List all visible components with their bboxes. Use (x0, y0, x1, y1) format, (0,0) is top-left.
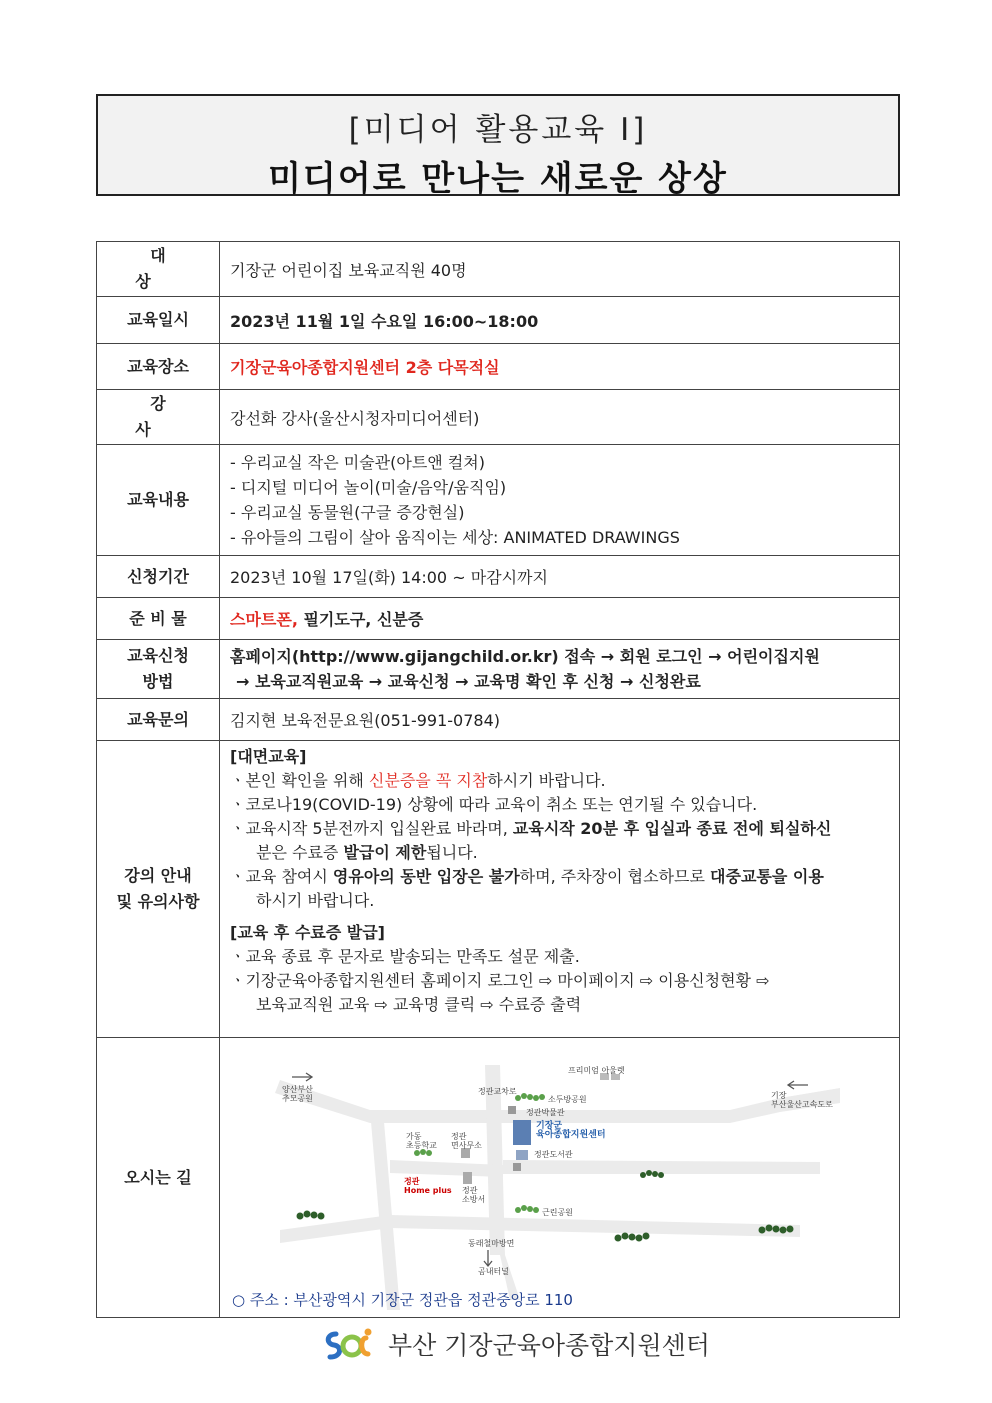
notes-head-2: [교육 후 수료증 발급] (230, 923, 385, 942)
value-directions (220, 1038, 900, 1318)
supplies-rest: 필기도구, 신분증 (297, 610, 424, 629)
value-datetime: 2023년 11월 1일 수요일 16:00~18:00 (220, 297, 900, 344)
value-target: 기장군 어린이집 보육교직원 40명 (220, 242, 900, 297)
apply-line-2: → 보육교직원교육 → 교육신청 → 교육명 확인 후 신청 → 신청완료 (236, 672, 701, 691)
note-4-cont: 하시기 바랍니다. (256, 891, 375, 910)
label-datetime: 교육일시 (97, 297, 220, 344)
map-label-fire-1: 정관 (462, 1185, 478, 1195)
row-notes (97, 741, 900, 1038)
content-item: - 우리교실 작은 미술관(아트앤 컬쳐) (230, 453, 485, 472)
note-m2: ㆍ기장군육아종합지원센터 홈페이지 로그인 ⇨ 마이페이지 ⇨ 이용신청현황 ⇨ (230, 971, 770, 990)
map-label-office-2: 면사무소 (451, 1140, 482, 1150)
map-label-jeonggwan-cross: 정관교차로 (478, 1086, 517, 1096)
road-right-middle (503, 1160, 820, 1174)
note-2: ㆍ코로나19(COVID-19) 상황에 따라 교육이 취소 또는 연기될 수 있습니다. (230, 795, 758, 814)
footer (322, 1322, 710, 1366)
map-label-center-1: 기장군 (536, 1120, 563, 1131)
map-label-library: 정관도서관 (534, 1149, 573, 1159)
map-label-arboretum: 소두방공원 (548, 1094, 587, 1104)
row-target (97, 242, 900, 297)
content-item: - 디지털 미디어 놀이(미술/음악/움직임) (230, 478, 507, 497)
address-text: ○ 주소 : 부산광역시 기장군 정관읍 정관중앙로 110 (232, 1290, 573, 1309)
label-directions: 오시는 길 (97, 1038, 220, 1318)
row-supplies (97, 598, 900, 640)
note-m3: 보육교직원 교육 ⇨ 교육명 클릭 ⇨ 수료증 출력 (256, 995, 582, 1014)
row-period (97, 556, 900, 598)
label-notes: 강의 안내 및 유의사항 (97, 741, 220, 1038)
row-datetime (97, 297, 900, 344)
content-item: - 우리교실 동물원(구글 증강현실) (230, 503, 465, 522)
label-apply: 교육신청 방법 (97, 640, 220, 699)
map-label-highway: 부산울산고속도로 (771, 1099, 833, 1109)
info-table (96, 241, 900, 1318)
title-sub: [미디어 활용교육 Ⅰ] (348, 112, 648, 148)
label-target: 대 상 (97, 242, 220, 297)
value-supplies (220, 598, 900, 640)
title-main: 미디어로 만나는 새로운 상상 (268, 159, 728, 199)
row-instructor (97, 390, 900, 445)
map-label-homeplus-2: Home plus (404, 1185, 452, 1195)
value-apply (220, 640, 900, 699)
label-supplies: 준 비 물 (97, 598, 220, 640)
location-map (220, 1040, 880, 1316)
note-m1: ㆍ교육 종료 후 문자로 발송되는 만족도 설문 제출. (230, 947, 580, 966)
label-place: 교육장소 (97, 344, 220, 390)
center-logo-icon (322, 1324, 378, 1364)
row-inquiry (97, 699, 900, 741)
map-label-park: 근린공원 (542, 1207, 573, 1217)
map-label-gijang: 기장 (771, 1090, 787, 1100)
map-label-office-1: 정관 (451, 1131, 467, 1141)
map-label-school-1: 가동 (406, 1131, 422, 1141)
map-label-museum: 정관박물관 (526, 1107, 565, 1117)
row-place (97, 344, 900, 390)
road-lower (280, 1215, 800, 1243)
value-notes (220, 741, 900, 1038)
label-inquiry: 교육문의 (97, 699, 220, 741)
map-label-school-2: 초등학교 (406, 1140, 437, 1150)
map-label-fire-2: 소방서 (462, 1194, 486, 1204)
map-label-center-2: 육아종합지원센터 (536, 1129, 606, 1140)
value-instructor: 강선화 강사(울산시청자미디어센터) (220, 390, 900, 445)
notes-head-1: [대면교육] (230, 747, 307, 766)
road-left-vertical (370, 1110, 400, 1310)
map-label-tunnel: 곰내터널 (478, 1266, 509, 1276)
note-3: ㆍ교육시작 5분전까지 입실완료 바라며, 교육시작 20분 후 입실과 종료 전에 퇴실하신 (230, 819, 832, 838)
note-4: ㆍ교육 참여시 영유아의 동반 입장은 불가하며, 주차장이 협소하므로 대중교통을 이용 (230, 867, 824, 886)
value-period: 2023년 10월 17일(화) 14:00 ~ 마감시까지 (220, 556, 900, 598)
label-instructor: 강 사 (97, 390, 220, 445)
title-box (96, 94, 900, 199)
map-label-outlet: 프리미엄 아울렛 (568, 1065, 625, 1075)
label-content: 교육내용 (97, 445, 220, 556)
row-directions (97, 1038, 900, 1318)
apply-line-1: 홈페이지(http://www.gijangchild.or.kr) 접속 → 회원 로그인 → 어린이집지원 (230, 647, 820, 666)
note-1: ㆍ본인 확인을 위해 신분증을 꼭 지참하시기 바랍니다. (230, 771, 606, 790)
map-label-yangsan: 양산부산 (282, 1084, 313, 1094)
map-label-memorial: 추모공원 (282, 1093, 313, 1103)
map-label-dongnae: 동래철마방면 (468, 1238, 515, 1248)
row-content (97, 445, 900, 556)
value-inquiry: 김지현 보육전문요원(051-991-0784) (220, 699, 900, 741)
map-roads (220, 1040, 900, 1316)
road-middle (390, 1160, 503, 1177)
label-period: 신청기간 (97, 556, 220, 598)
row-apply (97, 640, 900, 699)
supplies-red: 스마트폰, (230, 610, 298, 629)
value-place: 기장군육아종합지원센터 2층 다목적실 (220, 344, 900, 390)
content-item: - 유아들의 그림이 살아 움직이는 세상: ANIMATED DRAWINGS (230, 528, 680, 547)
value-content (220, 445, 900, 556)
note-3-cont: 분은 수료증 발급이 제한됩니다. (256, 843, 478, 862)
map-label-homeplus-1: 정관 (404, 1176, 420, 1186)
footer-text: 부산 기장군육아종합지원센터 (388, 1331, 710, 1360)
